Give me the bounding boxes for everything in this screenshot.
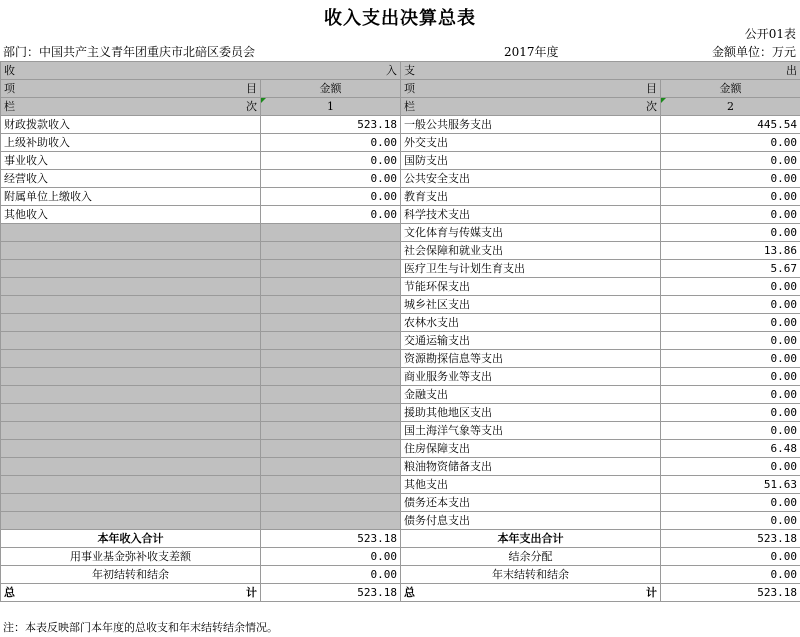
income-summary-amount: 0.00: [261, 548, 401, 566]
expense-amount: 0.00: [661, 494, 800, 512]
income-amount: [261, 494, 401, 512]
income-item-label: [1, 224, 261, 242]
expense-summary-label: 本年支出合计: [401, 530, 661, 548]
expense-amount: 13.86: [661, 242, 800, 260]
expense-amount: 0.00: [661, 314, 800, 332]
expense-summary-amount: 0.00: [661, 548, 800, 566]
income-col-number: 1: [261, 98, 401, 116]
table-row: [1, 260, 800, 278]
income-amount: 0.00: [261, 206, 401, 224]
expense-total-label: 总 计: [401, 584, 661, 602]
income-item-label: 事业收入: [1, 152, 261, 170]
table-row: [1, 188, 800, 206]
income-amount: 0.00: [261, 152, 401, 170]
expense-item-label: 粮油物资储备支出: [401, 458, 661, 476]
income-item-label: [1, 458, 261, 476]
income-amount: [261, 404, 401, 422]
income-item-label: [1, 422, 261, 440]
expense-item-label: 交通运输支出: [401, 332, 661, 350]
table-row: [1, 152, 800, 170]
expense-amount: 6.48: [661, 440, 800, 458]
table-row: [1, 206, 800, 224]
expense-item-label: 节能环保支出: [401, 278, 661, 296]
income-item-label: 附属单位上缴收入: [1, 188, 261, 206]
income-item-label: [1, 350, 261, 368]
income-summary-label: 年初结转和结余: [1, 566, 261, 584]
income-item-label: [1, 314, 261, 332]
unit-label: 金额单位：万元: [711, 45, 796, 59]
table-row: [1, 476, 800, 494]
table-row: [1, 332, 800, 350]
expense-item-label: 公共安全支出: [401, 170, 661, 188]
expense-amount: 0.00: [661, 188, 800, 206]
income-summary-amount: 523.18: [261, 530, 401, 548]
expense-amount: 0.00: [661, 458, 800, 476]
table-row: [1, 242, 800, 260]
income-amount: [261, 314, 401, 332]
income-amount: [261, 422, 401, 440]
income-item-label: [1, 440, 261, 458]
income-item-label: [1, 386, 261, 404]
year-label: 2017年度: [504, 45, 559, 59]
income-item-label: [1, 512, 261, 530]
summary-row: [1, 530, 800, 548]
expense-lanci-header: 栏 次: [401, 98, 661, 116]
expense-amount: 0.00: [661, 296, 800, 314]
income-item-label: 上级补助收入: [1, 134, 261, 152]
expense-item-label: 其他支出: [401, 476, 661, 494]
expense-item-label: 金融支出: [401, 386, 661, 404]
header-row-columns: [1, 80, 800, 98]
income-amount: [261, 458, 401, 476]
table-row: [1, 278, 800, 296]
expense-item-label: 社会保障和就业支出: [401, 242, 661, 260]
income-item-label: [1, 494, 261, 512]
income-item-label: [1, 296, 261, 314]
income-amount: [261, 386, 401, 404]
table-row: [1, 440, 800, 458]
expense-amount: 0.00: [661, 350, 800, 368]
expense-amount: 0.00: [661, 224, 800, 242]
header-row-lanci: [1, 98, 800, 116]
expense-item-label: 债务付息支出: [401, 512, 661, 530]
expense-amount: 0.00: [661, 386, 800, 404]
summary-row: [1, 548, 800, 566]
expense-item-label: 城乡社区支出: [401, 296, 661, 314]
expense-section-header: 支 出: [401, 62, 800, 80]
expense-amount: 0.00: [661, 134, 800, 152]
table-row: [1, 368, 800, 386]
income-expense-table: [0, 61, 800, 602]
expense-amount: 51.63: [661, 476, 800, 494]
income-item-label: 其他收入: [1, 206, 261, 224]
income-item-label: [1, 242, 261, 260]
expense-item-label: 商业服务业等支出: [401, 368, 661, 386]
table-meta: [0, 43, 800, 61]
expense-amount: 0.00: [661, 422, 800, 440]
department-label: 部门：中国共产主义青年团重庆市北碚区委员会: [3, 45, 256, 59]
expense-amount: 0.00: [661, 404, 800, 422]
expense-amount: 445.54: [661, 116, 800, 134]
summary-row: [1, 566, 800, 584]
income-section-header: 收 入: [1, 62, 401, 80]
footnote: 注：本表反映部门本年度的总收支和年末结转结余情况。: [3, 621, 278, 634]
expense-amount: 5.67: [661, 260, 800, 278]
income-total-label: 总 计: [1, 584, 261, 602]
table-row: [1, 350, 800, 368]
expense-item-label: 债务还本支出: [401, 494, 661, 512]
income-amount: 0.00: [261, 170, 401, 188]
table-row: [1, 296, 800, 314]
income-amount: 0.00: [261, 134, 401, 152]
expense-summary-amount: 0.00: [661, 566, 800, 584]
expense-item-label: 援助其他地区支出: [401, 404, 661, 422]
table-row: [1, 134, 800, 152]
table-row: [1, 422, 800, 440]
income-item-label: [1, 476, 261, 494]
income-item-label: 经营收入: [1, 170, 261, 188]
expense-summary-amount: 523.18: [661, 530, 800, 548]
income-amount: 0.00: [261, 188, 401, 206]
table-row: [1, 494, 800, 512]
income-amount: [261, 296, 401, 314]
income-amount: [261, 224, 401, 242]
table-row: [1, 314, 800, 332]
expense-amount: 0.00: [661, 332, 800, 350]
income-amount: [261, 512, 401, 530]
expense-item-label: 外交支出: [401, 134, 661, 152]
expense-item-label: 国土海洋气象等支出: [401, 422, 661, 440]
expense-amount: 0.00: [661, 368, 800, 386]
table-row: [1, 170, 800, 188]
expense-item-label: 科学技术支出: [401, 206, 661, 224]
income-item-label: [1, 332, 261, 350]
table-row: [1, 386, 800, 404]
income-summary-amount: 0.00: [261, 566, 401, 584]
income-amount: [261, 368, 401, 386]
expense-summary-label: 年末结转和结余: [401, 566, 661, 584]
expense-item-label: 教育支出: [401, 188, 661, 206]
page-title: 收入支出决算总表: [324, 8, 476, 29]
expense-amount: 0.00: [661, 152, 800, 170]
expense-col-number: 2: [661, 98, 800, 116]
expense-item-label: 文化体育与传媒支出: [401, 224, 661, 242]
income-amount: [261, 260, 401, 278]
income-item-label: [1, 368, 261, 386]
income-item-label: [1, 404, 261, 422]
income-item-label: [1, 260, 261, 278]
expense-item-label: 医疗卫生与计划生育支出: [401, 260, 661, 278]
expense-item-label: 国防支出: [401, 152, 661, 170]
income-amount: [261, 242, 401, 260]
income-amount: [261, 278, 401, 296]
expense-amount: 0.00: [661, 206, 800, 224]
income-item-header: 项 目: [1, 80, 261, 98]
expense-item-label: 农林水支出: [401, 314, 661, 332]
income-summary-label: 本年收入合计: [1, 530, 261, 548]
table-row: [1, 458, 800, 476]
table-row: [1, 224, 800, 242]
table-code: 公开01表: [744, 27, 796, 41]
income-amount: 523.18: [261, 116, 401, 134]
income-item-label: 财政拨款收入: [1, 116, 261, 134]
income-amount-header: 金额: [261, 80, 401, 98]
expense-amount: 0.00: [661, 170, 800, 188]
income-total-amount: 523.18: [261, 584, 401, 602]
expense-total-amount: 523.18: [661, 584, 800, 602]
expense-amount-header: 金额: [661, 80, 800, 98]
expense-item-header: 项 目: [401, 80, 661, 98]
income-amount: [261, 332, 401, 350]
header-row-section: [1, 62, 800, 80]
income-amount: [261, 476, 401, 494]
income-summary-label: 用事业基金弥补收支差额: [1, 548, 261, 566]
table-row: [1, 116, 800, 134]
expense-amount: 0.00: [661, 512, 800, 530]
income-amount: [261, 440, 401, 458]
table-row: [1, 512, 800, 530]
total-row: [1, 584, 800, 602]
expense-amount: 0.00: [661, 278, 800, 296]
expense-item-label: 资源勘探信息等支出: [401, 350, 661, 368]
table-row: [1, 404, 800, 422]
income-lanci-header: 栏 次: [1, 98, 261, 116]
expense-summary-label: 结余分配: [401, 548, 661, 566]
income-amount: [261, 350, 401, 368]
income-item-label: [1, 278, 261, 296]
expense-item-label: 一般公共服务支出: [401, 116, 661, 134]
expense-item-label: 住房保障支出: [401, 440, 661, 458]
